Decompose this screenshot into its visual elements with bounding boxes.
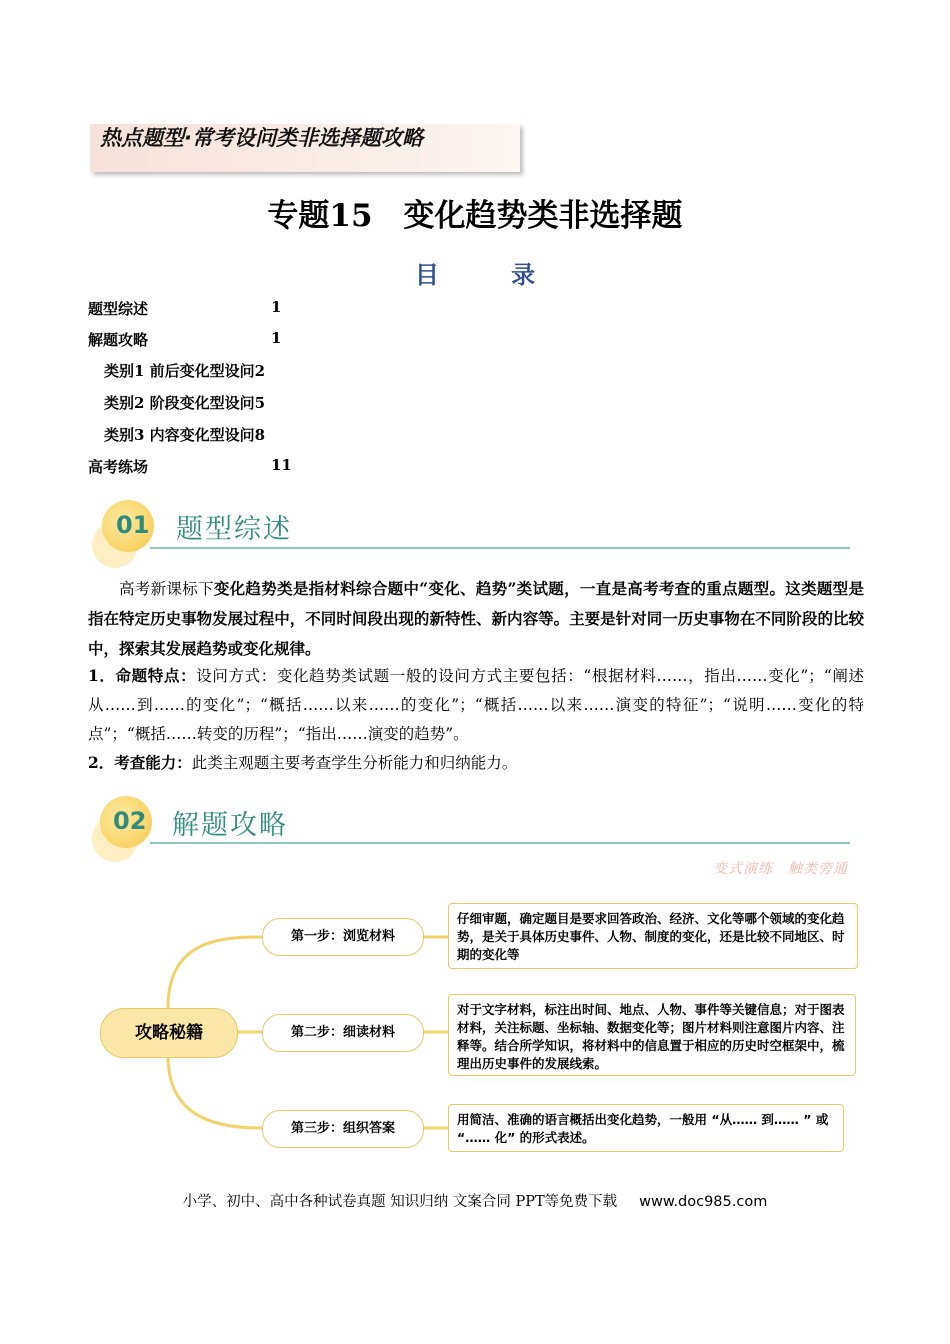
point-1 bbox=[88, 661, 864, 749]
point-2 bbox=[88, 748, 864, 778]
toc-item-page: 8 bbox=[254, 426, 266, 444]
section-number: 01 bbox=[116, 511, 150, 539]
banner-title: 热点题型·常考设问类非选择题攻略 bbox=[100, 126, 423, 150]
footer-url[interactable]: www.doc985.com bbox=[639, 1194, 768, 1210]
section-title: 题型综述 bbox=[176, 514, 292, 545]
point-1-text: 设问方式：变化趋势类试题一般的设问方式主要包括：“根据材料……，指出……变化”；“阐述从……到……的变化”；“概括……以来……的变化”；“概括……以来……演变的特征”；“说明……变化的特点”；“概括……转变的历程”；“指出……演变的趋势”。 bbox=[88, 667, 864, 743]
section-title: 解题攻略 bbox=[172, 810, 288, 841]
toc-item[interactable] bbox=[88, 329, 282, 350]
toc-item-label: 类别2 阶段变化型设问 bbox=[104, 394, 255, 412]
intro-text: 高考新课标下 bbox=[119, 580, 214, 598]
toc-item-page: 1 bbox=[271, 298, 282, 316]
section-number: 02 bbox=[113, 807, 147, 835]
toc-item-label: 类别1 前后变化型设问 bbox=[104, 362, 255, 380]
toc-item-page: 5 bbox=[254, 394, 266, 412]
section-divider bbox=[150, 547, 850, 549]
variant-tagline: 变式演练 触类旁通 bbox=[713, 861, 848, 877]
toc-item-label: 题型综述 bbox=[88, 300, 149, 318]
toc-item[interactable] bbox=[104, 392, 265, 413]
intro-paragraph bbox=[88, 574, 864, 664]
point-2-text: 此类主观题主要考查学生分析能力和归纳能力。 bbox=[191, 754, 518, 772]
branch-line bbox=[168, 937, 262, 1008]
step-2-node: 第二步：细读材料 bbox=[262, 1014, 424, 1052]
point-2-label: 2．考查能力： bbox=[88, 753, 192, 772]
footer-text: 小学、初中、高中各种试卷真题 知识归纳 文案合同 PPT等免费下载 bbox=[182, 1194, 618, 1210]
toc-item-page: 11 bbox=[271, 456, 292, 474]
toc-item-page: 1 bbox=[271, 329, 282, 347]
toc-item[interactable] bbox=[104, 424, 265, 445]
step-3-node: 第三步：组织答案 bbox=[262, 1110, 424, 1148]
toc-item-label: 高考练场 bbox=[88, 458, 149, 476]
toc-item-label: 解题攻略 bbox=[88, 331, 149, 349]
branch-line bbox=[168, 1056, 262, 1128]
step-1-detail: 仔细审题，确定题目是要求回答政治、经济、文化等哪个领域的变化趋势，是关于具体历史事件、人物、制度的变化，还是比较不同地区、时期的变化等 bbox=[448, 903, 858, 969]
page-footer bbox=[0, 1190, 950, 1211]
toc-heading: 目 录 bbox=[414, 260, 568, 289]
step-1-node: 第一步：浏览材料 bbox=[262, 918, 424, 956]
toc-item-page: 2 bbox=[254, 362, 266, 380]
toc-item[interactable] bbox=[88, 456, 292, 477]
intro-emphasis: 变化趋势类是指材料综合题中“变化、趋势”类试题，一直是高考考查的重点题型。这类题型是指在特定历史事物发展过程中，不同时间段出现的新特性、新内容等。主要是针对同一历史事物在不同阶段的比较中，探索其发展趋势或变化规律。 bbox=[88, 579, 864, 658]
mindmap-root: 攻略秘籍 bbox=[100, 1008, 238, 1058]
section-divider bbox=[150, 842, 850, 844]
toc-item[interactable] bbox=[104, 360, 265, 381]
page-title: 专题15 变化趋势类非选择题 bbox=[267, 198, 683, 234]
toc-item-label: 类别3 内容变化型设问 bbox=[104, 426, 255, 444]
step-2-detail: 对于文字材料，标注出时间、地点、人物、事件等关键信息；对于图表材料，关注标题、坐标轴、数据变化等；图片材料则注意图片内容、注释等。结合所学知识，将材料中的信息置于相应的历史时空框架中，梳理出历史事件的发展线索。 bbox=[448, 994, 856, 1076]
toc-item[interactable] bbox=[88, 298, 282, 319]
step-3-detail: 用简洁、准确的语言概括出变化趋势，一般用 “从…… 到…… ” 或 “…… 化” 的形式表述。 bbox=[448, 1104, 844, 1152]
point-1-label: 1．命题特点： bbox=[88, 666, 197, 685]
